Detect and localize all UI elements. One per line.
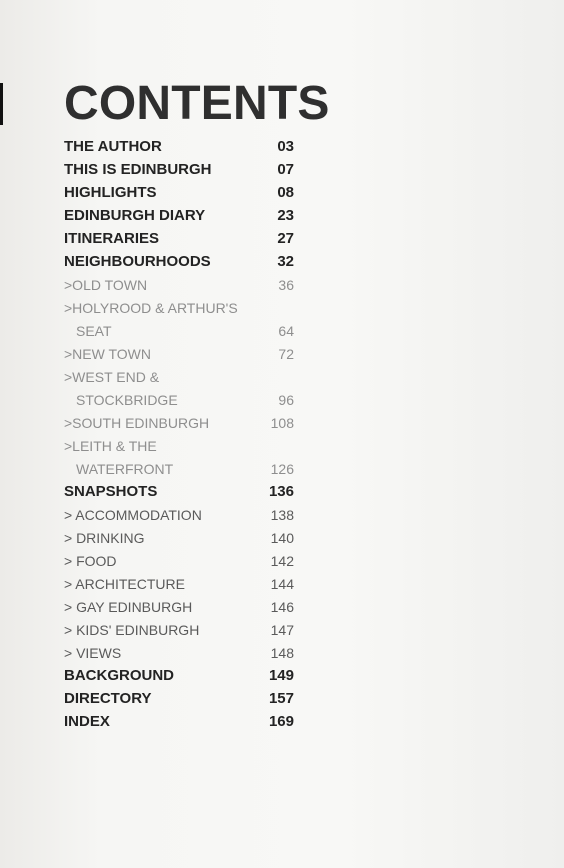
toc-entry-label: >LEITH & THE [64, 438, 157, 454]
toc-entry [64, 413, 294, 436]
toc-entry-label: >NEW TOWN [64, 346, 151, 362]
toc-entry [64, 689, 294, 712]
toc-entry-page: 136 [268, 483, 294, 500]
toc-entry-page: 147 [270, 622, 294, 638]
toc-entry [64, 344, 294, 367]
toc-entry-page: 142 [270, 553, 294, 569]
toc-entry [64, 597, 294, 620]
toc-entry-label: NEIGHBOURHOODS [64, 253, 211, 270]
toc-entry [64, 275, 294, 298]
toc-entry-label: HIGHLIGHTS [64, 184, 157, 201]
toc-entry-label: THE AUTHOR [64, 138, 162, 155]
toc-entry-page: 27 [277, 230, 294, 247]
toc-entry-page: 03 [277, 138, 294, 155]
toc-entry [64, 620, 294, 643]
toc-entry [64, 436, 294, 459]
table-of-contents [64, 137, 294, 735]
toc-entry-label: DIRECTORY [64, 690, 152, 707]
toc-entry-label: > GAY EDINBURGH [64, 599, 193, 615]
toc-entry [64, 459, 294, 482]
toc-entry-label: > VIEWS [64, 645, 122, 661]
toc-entry [64, 160, 294, 183]
toc-entry-label: >WEST END & [64, 369, 160, 385]
toc-entry-page: 146 [270, 599, 294, 615]
toc-entry [64, 229, 294, 252]
toc-entry-label: > KIDS' EDINBURGH [64, 622, 200, 638]
toc-entry-page: 07 [277, 161, 294, 178]
toc-entry-page: 08 [277, 184, 294, 201]
toc-entry [64, 712, 294, 735]
toc-entry-page: 138 [270, 507, 294, 523]
toc-entry [64, 505, 294, 528]
toc-entry-label: STOCKBRIDGE [76, 392, 178, 408]
toc-entry [64, 666, 294, 689]
toc-entry-page: 157 [268, 690, 294, 707]
toc-entry-page: 64 [278, 323, 294, 339]
toc-entry [64, 643, 294, 666]
toc-entry-page: 36 [278, 277, 294, 293]
toc-entry-label: ITINERARIES [64, 230, 160, 247]
toc-entry [64, 482, 294, 505]
toc-entry [64, 252, 294, 275]
toc-entry-label: > ARCHITECTURE [64, 576, 185, 592]
toc-entry-label: BACKGROUND [64, 667, 174, 684]
toc-entry-label: >HOLYROOD & ARTHUR'S [64, 300, 238, 316]
toc-entry-page: 126 [270, 461, 294, 477]
toc-entry-label: >SOUTH EDINBURGH [64, 415, 210, 431]
toc-entry-label: >OLD TOWN [64, 277, 148, 293]
toc-entry-page: 148 [270, 645, 294, 661]
toc-entry-label: SNAPSHOTS [64, 483, 158, 500]
toc-entry-page: 32 [277, 253, 294, 270]
toc-entry-page: 140 [270, 530, 294, 546]
toc-entry-label: > FOOD [64, 553, 117, 569]
toc-entry [64, 551, 294, 574]
toc-entry-page: 23 [277, 207, 294, 224]
toc-entry [64, 137, 294, 160]
toc-entry [64, 390, 294, 413]
toc-entry-label: INDEX [64, 713, 110, 730]
toc-entry [64, 528, 294, 551]
toc-entry [64, 298, 294, 321]
toc-entry-page: 144 [270, 576, 294, 592]
toc-entry-label: SEAT [76, 323, 112, 339]
toc-entry-page: 169 [268, 713, 294, 730]
toc-entry-label: EDINBURGH DIARY [64, 207, 206, 224]
toc-entry-page: 108 [270, 415, 294, 431]
toc-entry-page: 72 [278, 346, 294, 362]
toc-entry [64, 183, 294, 206]
toc-entry [64, 367, 294, 390]
toc-entry [64, 574, 294, 597]
toc-entry-label: WATERFRONT [76, 461, 174, 477]
toc-entry-page: 149 [268, 667, 294, 684]
toc-entry-page: 96 [278, 392, 294, 408]
page-title: CONTENTS [64, 77, 330, 130]
toc-entry-label: THIS IS EDINBURGH [64, 161, 212, 178]
left-edge-marker [0, 83, 3, 125]
toc-entry-label: > DRINKING [64, 530, 145, 546]
toc-entry-label: > ACCOMMODATION [64, 507, 202, 523]
toc-entry [64, 206, 294, 229]
toc-entry [64, 321, 294, 344]
